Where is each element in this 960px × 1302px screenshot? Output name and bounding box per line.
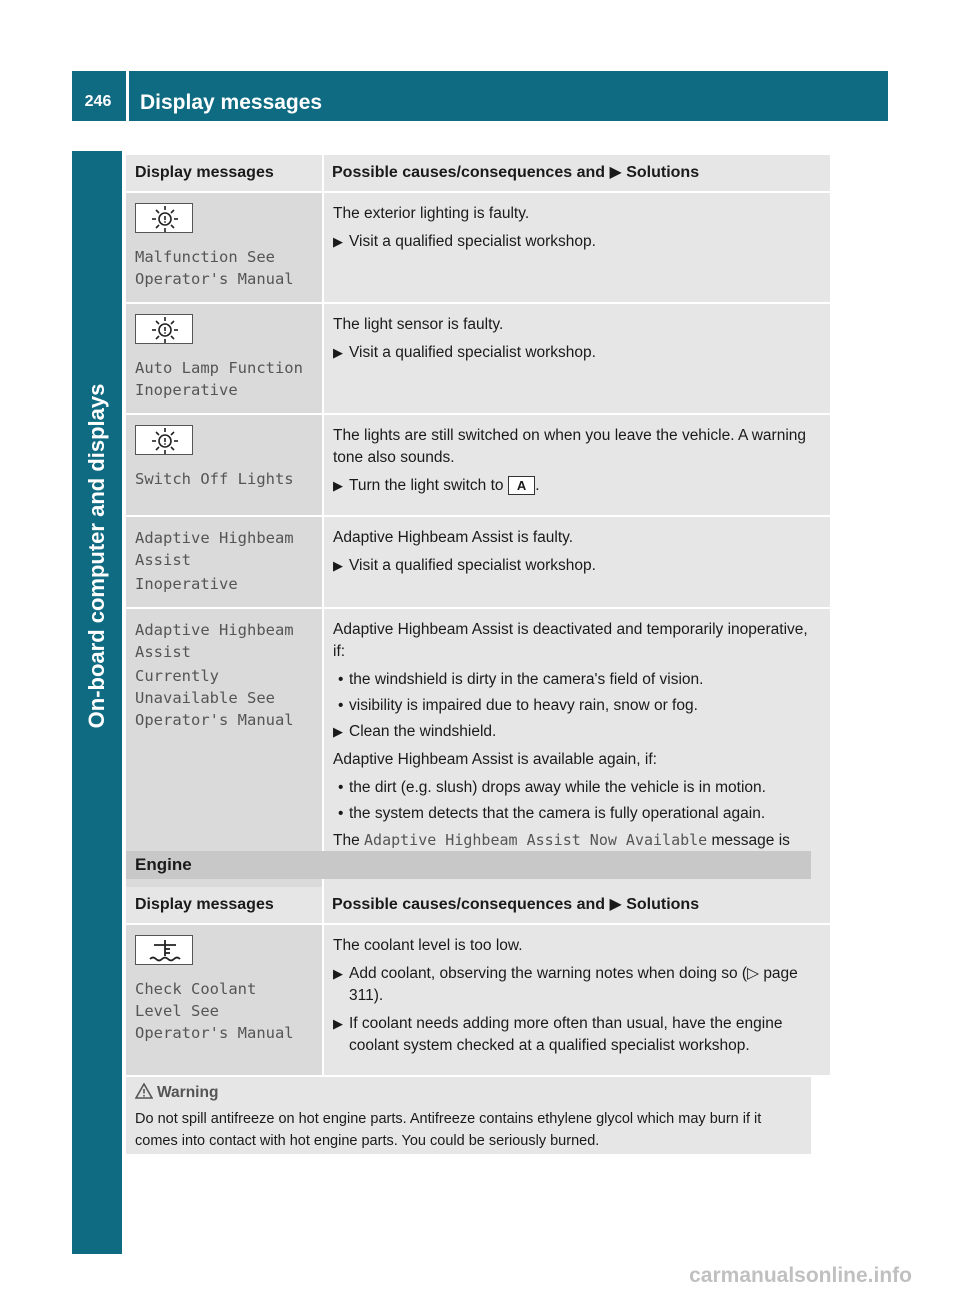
solution-step	[333, 721, 824, 743]
watermark-site: carmanualsonline.info	[689, 1264, 912, 1287]
display-message-text: Auto Lamp Function Inoperative	[135, 359, 303, 399]
warning-heading	[135, 1082, 218, 1104]
warning-title: Warning	[157, 1084, 219, 1101]
table-row	[126, 304, 830, 415]
final-note-post: message is	[711, 832, 790, 849]
step-text-end: .	[535, 477, 540, 494]
step-text: If coolant needs adding more often than usual, have the engine coolant system checked at a qualified specialist workshop.	[349, 1015, 783, 1054]
bullet-text: the dirt (e.g. slush) drops away while the vehicle is in motion.	[349, 779, 766, 796]
warning-box	[126, 1077, 811, 1154]
step-text: Clean the windshield.	[349, 723, 497, 740]
display-message-text: Switch Off Lights	[135, 470, 294, 488]
solution-cell	[322, 517, 830, 609]
col-header-solutions: Possible causes/consequences and ▶ Solutions	[322, 155, 830, 193]
solution-cell	[322, 304, 830, 415]
cause-text: The light sensor is faulty.	[333, 316, 504, 333]
message-cell	[126, 415, 322, 517]
bullet-item: • the system detects that the camera is fully operational again.	[338, 805, 766, 822]
display-message-text: Check Coolant Level See Operator's Manual	[135, 980, 294, 1042]
display-message-text: Inoperative	[135, 575, 238, 593]
table-header-row	[126, 887, 830, 925]
step-text: Add coolant, observing the warning notes when doing so (▷ page 311).	[349, 965, 798, 1004]
step-text: Visit a qualified specialist workshop.	[349, 557, 596, 574]
col-header-messages: Display messages	[126, 155, 322, 193]
display-message-text: Adaptive Highbeam Assist	[135, 529, 294, 569]
light-bulb-fault-icon	[135, 425, 193, 455]
page-number: 246	[84, 93, 112, 110]
page-header	[72, 71, 888, 121]
engine-messages-table	[126, 887, 830, 1077]
solution-step	[333, 555, 824, 577]
table-row	[126, 415, 830, 517]
cause-text: The coolant level is too low.	[333, 937, 523, 954]
solution-step	[333, 475, 824, 497]
step-arrow-icon: ▶	[333, 558, 343, 573]
final-note-pre: The	[333, 832, 360, 849]
bullet-text: the windshield is dirty in the camera's field of vision.	[349, 671, 704, 688]
bullet-text: visibility is impaired due to heavy rain, snow or fog.	[349, 697, 698, 714]
cause-text: Adaptive Highbeam Assist is deactivated and temporarily inoperative, if:	[333, 621, 808, 660]
solution-cell	[322, 925, 830, 1077]
step-arrow-icon: ▶	[333, 345, 343, 360]
bullet-item: • the dirt (e.g. slush) drops away while the vehicle is in motion.	[338, 779, 766, 796]
solution-cell	[322, 193, 830, 304]
step-arrow-icon: ▶	[333, 234, 343, 249]
table-row	[126, 925, 830, 1077]
solution-step	[333, 231, 824, 253]
coolant-icon	[135, 935, 193, 965]
chapter-sidebar	[72, 151, 122, 1254]
display-message-text: Currently Unavailable See Operator's Manual	[135, 667, 294, 729]
display-message-text: Adaptive Highbeam Assist	[135, 621, 294, 661]
bullet-text: the system detects that the camera is fully operational again.	[349, 805, 766, 822]
display-messages-table	[126, 155, 830, 894]
step-text: Turn the light switch to	[349, 477, 504, 494]
solution-cell	[322, 415, 830, 517]
solution-step	[333, 963, 824, 1007]
table-row	[126, 193, 830, 304]
section-title-text: Engine	[135, 855, 192, 874]
chapter-title: On-board computer and displays	[84, 383, 109, 729]
cause-text: Adaptive Highbeam Assist is available again, if:	[333, 751, 657, 768]
cause-text: The lights are still switched on when you leave the vehicle. A warning tone also sounds.	[333, 427, 807, 466]
step-text: Visit a qualified specialist workshop.	[349, 233, 596, 250]
bullet-item: • visibility is impaired due to heavy rain, snow or fog.	[338, 697, 698, 714]
cause-text: The exterior lighting is faulty.	[333, 205, 530, 222]
warning-text: Do not spill antifreeze on hot engine parts. Antifreeze contains ethylene glycol which may burn if it comes into contact with hot engine parts. You could be seriously burned.	[135, 1111, 762, 1149]
message-cell	[126, 304, 322, 415]
display-message-text: Malfunction See Operator's Manual	[135, 248, 294, 288]
final-note-message: Adaptive Highbeam Assist Now Available	[364, 831, 708, 849]
page-title: Display messages	[140, 91, 323, 114]
message-cell	[126, 925, 322, 1077]
bullet-item: • the windshield is dirty in the camera's field of vision.	[338, 671, 704, 688]
table-header-row	[126, 155, 830, 193]
solution-step	[333, 342, 824, 364]
step-arrow-icon: ▶	[333, 478, 343, 493]
step-arrow-icon: ▶	[333, 966, 343, 981]
solution-step	[333, 1013, 824, 1057]
col-header-solutions: Possible causes/consequences and ▶ Solutions	[322, 887, 830, 925]
light-bulb-fault-icon	[135, 203, 193, 233]
message-cell	[126, 193, 322, 304]
light-bulb-fault-icon	[135, 314, 193, 344]
cause-text: Adaptive Highbeam Assist is faulty.	[333, 529, 574, 546]
step-arrow-icon: ▶	[333, 1016, 343, 1031]
warning-triangle-icon	[135, 1083, 153, 1099]
section-title-engine	[126, 851, 811, 879]
step-text: Visit a qualified specialist workshop.	[349, 344, 596, 361]
message-cell	[126, 517, 322, 609]
header-divider	[126, 71, 129, 121]
col-header-messages: Display messages	[126, 887, 322, 925]
light-switch-auto-key: A	[508, 476, 535, 495]
step-arrow-icon: ▶	[333, 724, 343, 739]
table-row	[126, 517, 830, 609]
